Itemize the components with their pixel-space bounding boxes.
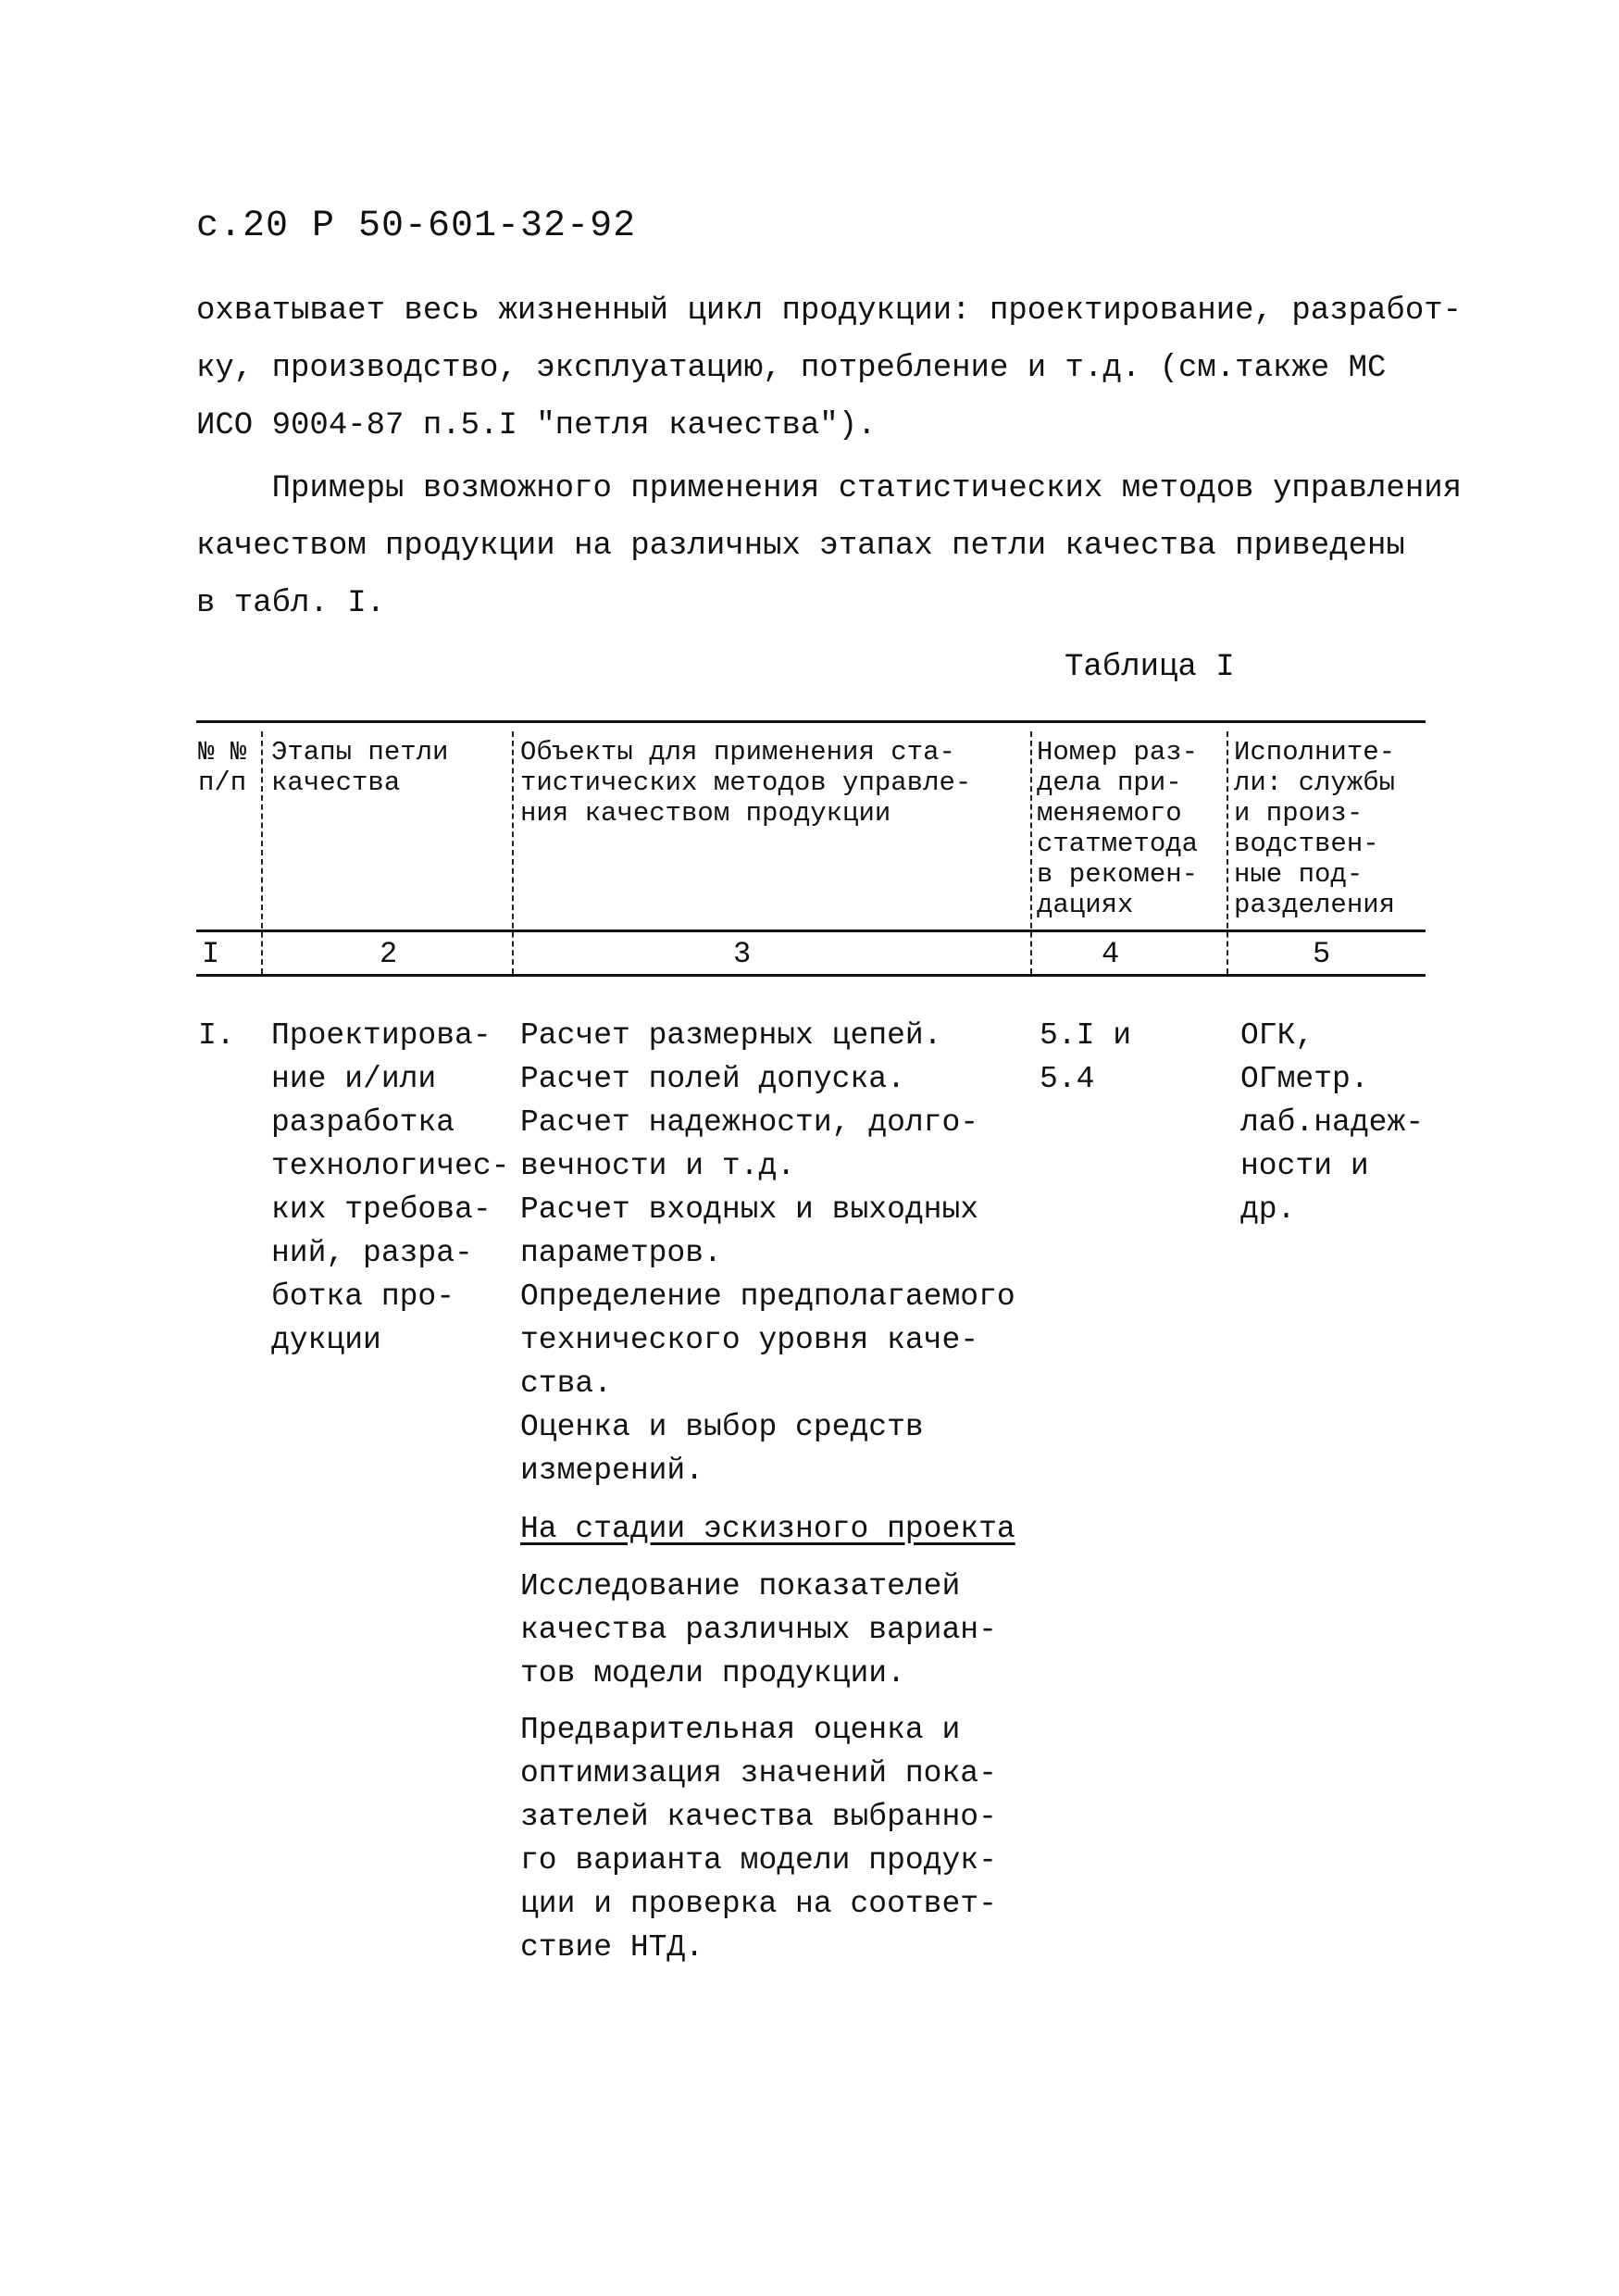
column-number: 2 xyxy=(380,937,398,971)
page-header: с.20 Р 50-601-32-92 xyxy=(196,206,637,247)
column-number: 4 xyxy=(1102,937,1120,971)
header-col-section: Номер раз- дела при- меняемого статметода в рекомен- дациях xyxy=(1037,737,1199,920)
row-stage: Проектирова- ние и/или разработка технологичес- ких требова- ний, разра- ботка про- дукции xyxy=(271,1018,510,1357)
row-executors: ОГК, ОГметр. лаб.надеж- ности и др. xyxy=(1240,1018,1425,1227)
header-col-number: № № п/п xyxy=(198,737,247,798)
row-section: 5.I и 5.4 xyxy=(1040,1018,1132,1096)
header-col-stage: Этапы петли качества xyxy=(271,737,449,798)
row-objects-subheading: На стадии эскизного проекта xyxy=(520,1512,1015,1546)
paragraph-line: Примеры возможного применения статистических методов управления xyxy=(196,471,1463,506)
column-number: I xyxy=(202,937,220,971)
paragraph-line: в табл. I. xyxy=(196,586,386,621)
row-objects-sub1: Исследование показателей качества различных вариан- тов модели продукции. xyxy=(520,1569,997,1691)
column-separator xyxy=(512,731,514,974)
paragraph-line: ИСО 9004-87 п.5.I "петля качества"). xyxy=(196,408,877,443)
paragraph-line: качеством продукции на различных этапах петли качества приведены xyxy=(196,529,1405,564)
column-number: 3 xyxy=(733,937,752,971)
column-number: 5 xyxy=(1313,937,1331,971)
column-separator xyxy=(261,731,263,974)
row-number: I. xyxy=(198,1018,235,1053)
header-col-executors: Исполните- ли: службы и произ- водствен- ные под- разделения xyxy=(1234,737,1396,920)
paragraph-line: охватывает весь жизненный цикл продукции: проектирование, разработ- xyxy=(196,293,1463,329)
column-separator xyxy=(1227,731,1228,974)
row-objects-sub2: Предварительная оценка и оптимизация значений пока- зателей качества выбранно- го варианта модели продук- ции и проверка на соответ- ствие НТД. xyxy=(520,1713,997,1965)
column-separator xyxy=(1030,731,1032,974)
table-caption: Таблица I xyxy=(1065,650,1235,685)
row-objects-main: Расчет размерных цепей. Расчет полей допуска. Расчет надежности, долго- вечности и т.д. Расчет входных и выходных параметров. Определение предполагаемого технического уровня каче- ства. Оценка и выбор средств измерений. xyxy=(520,1018,1015,1488)
table-top-rule xyxy=(196,720,1426,723)
table-colnum-rule xyxy=(196,974,1426,977)
table-header-rule xyxy=(196,930,1426,932)
header-col-objects: Объекты для применения ста- тистических методов управле- ния качеством продукции xyxy=(520,737,972,829)
paragraph-line: ку, производство, эксплуатацию, потребление и т.д. (см.также МС xyxy=(196,351,1387,386)
